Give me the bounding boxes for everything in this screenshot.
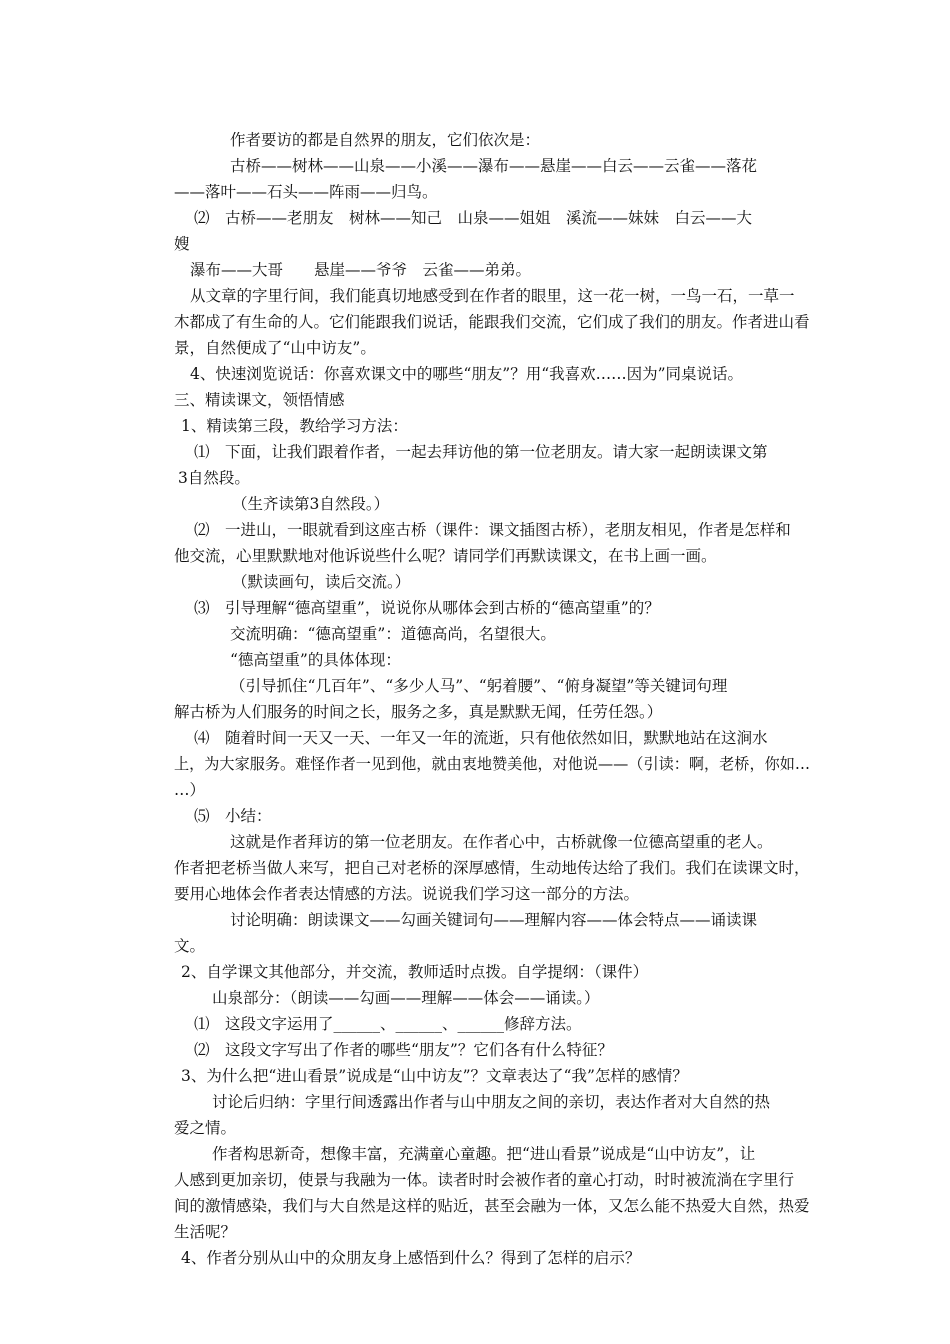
text-line: ——落叶——石头——阵雨——归鸟。 bbox=[174, 183, 438, 201]
text-line: 要用心地体会作者表达情感的方法。说说我们学习这一部分的方法。 bbox=[174, 885, 640, 903]
text-line: 嫂 bbox=[174, 235, 190, 253]
text-line: ⑵ 这段文字写出了作者的哪些“朋友”？它们各有什么特征？ bbox=[194, 1041, 613, 1059]
text-line: ⑴ 这段文字运用了______、______、______修辞方法。 bbox=[194, 1015, 582, 1033]
text-line: 作者把老桥当做人来写，把自己对老桥的深厚感情，生动地传达给了我们。我们在读课文时， bbox=[174, 859, 810, 877]
text-line: 间的激情感染，我们与大自然是这样的贴近，甚至会融为一体，又怎么能不热爱大自然，热爱 bbox=[174, 1197, 810, 1215]
text-line: 4、作者分别从山中的众朋友身上感悟到什么？得到了怎样的启示？ bbox=[181, 1249, 641, 1267]
text-line: ⑵ 古桥——老朋友 树林——知己 山泉——姐姐 溪流——妹妹 白云——大 bbox=[194, 209, 753, 227]
text-line: 从文章的字里行间，我们能真切地感受到在作者的眼里，这一花一树，一鸟一石，一草一 bbox=[190, 287, 795, 305]
text-line: 讨论后归纳：字里行间透露出作者与山中朋友之间的亲切，表达作者对大自然的热 bbox=[212, 1093, 771, 1111]
text-line: ⑸ 小结： bbox=[194, 807, 272, 825]
text-line: “德高望重”的具体体现： bbox=[230, 651, 401, 669]
text-line: ⑵ 一进山，一眼就看到这座古桥（课件：课文插图古桥），老朋友相见，作者是怎样和 bbox=[194, 521, 791, 539]
text-line: 2、自学课文其他部分，并交流，教师适时点拨。自学提纲：（课件） bbox=[181, 963, 649, 981]
text-line: ⑷ 随着时间一天又一天、一年又一年的流逝，只有他依然如旧，默默地站在这涧水 bbox=[194, 729, 768, 747]
text-line: ⑴ 下面，让我们跟着作者，一起去拜访他的第一位老朋友。请大家一起朗读课文第 bbox=[194, 443, 768, 461]
text-line: 3自然段。 bbox=[178, 469, 250, 487]
text-line: 1、精读第三段，教给学习方法： bbox=[181, 417, 408, 435]
text-line: 交流明确：“德高望重”：道德高尚，名望很大。 bbox=[230, 625, 556, 643]
text-line: 山泉部分：（朗读——勾画——理解——体会——诵读。） bbox=[212, 989, 600, 1007]
text-line: 解古桥为人们服务的时间之长，服务之多，真是默默无闻，任劳任怨。） bbox=[174, 703, 663, 721]
text-line: …） bbox=[174, 781, 206, 799]
text-line: 3、为什么把“进山看景”说成是“山中访友”？文章表达了“我”怎样的感情？ bbox=[181, 1067, 688, 1085]
text-line: 人感到更加亲切，使景与我融为一体。读者时时会被作者的童心打动，时时被流淌在字里行 bbox=[174, 1171, 795, 1189]
text-line: 作者构思新奇，想像丰富，充满童心童趣。把“进山看景”说成是“山中访友”，让 bbox=[212, 1145, 756, 1163]
text-line: （引导抓住“几百年”、“多少人马”、“躬着腰”、“俯身凝望”等关键词句理 bbox=[230, 677, 728, 695]
text-line: 古桥——树林——山泉——小溪——瀑布——悬崖——白云——云雀——落花 bbox=[230, 157, 758, 175]
text-line: 景，自然便成了“山中访友”。 bbox=[174, 339, 376, 357]
section-heading: 三、精读课文，领悟情感 bbox=[174, 391, 345, 409]
text-line: （默读画句，读后交流。） bbox=[232, 573, 411, 591]
text-line: 作者要访的都是自然界的朋友，它们依次是： bbox=[230, 131, 541, 149]
text-line: ⑶ 引导理解“德高望重”，说说你从哪体会到古桥的“德高望重”的？ bbox=[194, 599, 660, 617]
text-line: 生活呢？ bbox=[174, 1223, 237, 1241]
text-line: 文。 bbox=[174, 937, 206, 955]
text-line: 爱之情。 bbox=[174, 1119, 237, 1137]
text-line: 他交流，心里默默地对他诉说些什么呢？请同学们再默读课文，在书上画一画。 bbox=[174, 547, 717, 565]
text-line: 瀑布——大哥 悬崖——爷爷 云雀——弟弟。 bbox=[190, 261, 532, 279]
text-line: 上，为大家服务。难怪作者一见到他，就由衷地赞美他，对他说——（引读：啊，老桥，你如… bbox=[174, 755, 811, 773]
text-line: 4、快速浏览说话：你喜欢课文中的哪些“朋友”？用“我喜欢……因为”同桌说话。 bbox=[190, 365, 744, 383]
text-line: 这就是作者拜访的第一位老朋友。在作者心中，古桥就像一位德高望重的老人。 bbox=[230, 833, 773, 851]
text-line: 讨论明确：朗读课文——勾画关键词句——理解内容——体会特点——诵读课 bbox=[230, 911, 758, 929]
text-line: 木都成了有生命的人。它们能跟我们说话，能跟我们交流，它们成了我们的朋友。作者进山看 bbox=[174, 313, 810, 331]
text-line: （生齐读第3自然段。） bbox=[232, 495, 390, 513]
